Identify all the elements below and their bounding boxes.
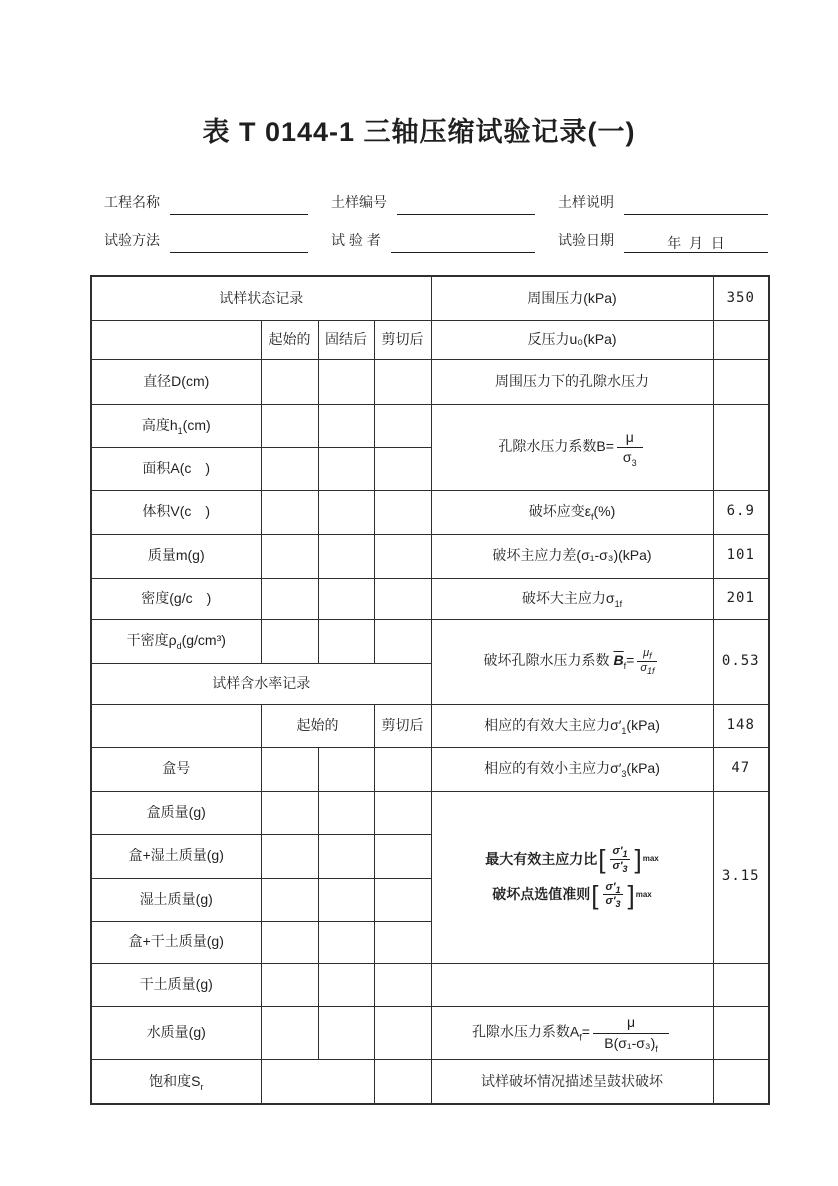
subheader-text: 剪切后 <box>381 330 424 347</box>
param-value-cell <box>713 791 769 963</box>
row-label-cell <box>91 834 261 878</box>
param-label: 反压力u₀(kPa) <box>527 330 617 347</box>
left-bracket: [ <box>591 879 599 910</box>
blank-cell <box>318 791 374 834</box>
failure-criterion-line: 破坏点选值准则 [ $\frac{\sigma'_1}{\sigma'_3}$ ] max <box>492 879 652 910</box>
left-bracket: [ <box>598 844 606 875</box>
param-label-cell <box>431 276 713 320</box>
form-field-project-name <box>104 192 308 215</box>
fraction-denominator <box>603 895 624 909</box>
section-header-cell-water <box>91 663 431 704</box>
formula-text: 最大有效主应力比 <box>485 850 598 867</box>
subheader-text: 固结后 <box>325 330 367 347</box>
den-sub: 3 <box>631 457 637 468</box>
blank-cell <box>318 447 374 490</box>
row-label: 干密度ρ <box>126 632 177 649</box>
page-title: 表 T 0144-1 三轴压缩试验记录(一) <box>202 117 636 147</box>
param-label: 周围压力(kPa) <box>527 289 617 306</box>
den-text: σ <box>622 448 632 465</box>
num-text: σ′ <box>612 845 623 857</box>
num-sub: f <box>649 651 652 662</box>
row-label-cell <box>91 490 261 534</box>
blank-cell <box>318 490 374 534</box>
fraction <box>637 647 657 676</box>
field-label: 试验方法 <box>104 232 160 248</box>
param-label-sub: 3 <box>621 769 627 780</box>
param-value-cell <box>713 578 769 619</box>
fraction-denominator <box>617 448 643 467</box>
row-label-cell <box>91 447 261 490</box>
row-label-cell <box>91 404 261 447</box>
row-label-sub: d <box>176 641 182 652</box>
param-label: 周围压力下的孔隙水压力 <box>495 372 649 389</box>
param-label-post: (kPa) <box>626 716 660 733</box>
row-label-post: (g/cm³) <box>181 632 226 649</box>
den-text: σ′ <box>605 895 616 908</box>
param-label-cell <box>431 320 713 359</box>
row-label-cell <box>91 578 261 619</box>
record-table <box>90 275 770 1105</box>
blank-cell <box>261 404 318 447</box>
field-label: 试 验 者 <box>331 232 381 248</box>
row-label: 盒+干土质量(g) <box>128 933 224 950</box>
blank-cell <box>261 578 318 619</box>
param-value: 0.53 <box>721 652 760 669</box>
row-label: 密度(g/c ) <box>141 589 212 606</box>
param-label-cell <box>431 747 713 791</box>
blank-cell <box>374 534 431 578</box>
blank-cell <box>374 878 431 921</box>
row-label: 水质量(g) <box>146 1023 206 1040</box>
param-label: 破坏主应力差(σ₁-σ₃)(kPa) <box>492 547 652 564</box>
header-form <box>104 192 768 268</box>
param-value-cell <box>713 276 769 320</box>
row-label-cell <box>91 921 261 963</box>
form-row-1 <box>104 192 768 215</box>
blank-cell <box>261 963 318 1006</box>
field-underline <box>391 233 535 253</box>
row-label: 质量m(g) <box>147 547 205 564</box>
param-value-cell <box>713 534 769 578</box>
row-label-cell <box>91 747 261 791</box>
num-sub: 1 <box>615 884 621 895</box>
blank-cell <box>318 834 374 878</box>
row-label: 湿土质量(g) <box>139 890 213 907</box>
row-label-cell <box>91 619 261 663</box>
subheader-cell <box>374 704 431 747</box>
formula-cell-b <box>431 404 713 490</box>
blank-cell <box>261 921 318 963</box>
blank-cell <box>261 834 318 878</box>
formula-cell-af <box>431 1006 713 1059</box>
param-value: 6.9 <box>726 503 755 520</box>
param-label: 试样破坏情况描述呈鼓状破坏 <box>481 1072 663 1089</box>
record-table-wrap <box>90 275 770 1105</box>
fraction-denominator <box>610 860 631 874</box>
den-text: B(σ₁-σ₃) <box>604 1034 656 1051</box>
equals-sign: = <box>626 652 635 669</box>
param-label: 相应的有效小主应力σ′ <box>484 760 622 777</box>
param-value: 350 <box>726 289 755 306</box>
field-value: 年 月 日 <box>667 235 725 251</box>
blank-cell <box>318 963 374 1006</box>
param-value-cell <box>713 404 769 490</box>
row-label: 直径D(cm) <box>143 372 210 389</box>
row-label: 盒+湿土质量(g) <box>128 847 224 864</box>
row-label-post: (cm) <box>182 416 211 433</box>
row-label-cell <box>91 791 261 834</box>
fraction-numerator <box>603 881 624 896</box>
formula-text: 孔隙水压力系数A <box>471 1023 580 1040</box>
blank-cell <box>318 534 374 578</box>
blank-cell <box>261 747 318 791</box>
blank-cell <box>91 704 261 747</box>
blank-cell <box>374 747 431 791</box>
blank-cell <box>374 490 431 534</box>
formula-sub: f <box>579 1032 582 1042</box>
param-value-cell <box>713 320 769 359</box>
row-label-cell <box>91 359 261 404</box>
blank-cell <box>318 878 374 921</box>
param-label-post: (%) <box>593 503 616 520</box>
den-sub: f <box>655 1043 658 1054</box>
field-underline <box>624 233 768 253</box>
form-field-test-date <box>558 230 768 253</box>
fraction-numerator <box>610 845 631 860</box>
den-text: σ <box>640 662 647 674</box>
section-header-cell-state <box>91 276 431 320</box>
blank-cell <box>374 619 431 663</box>
row-label-cell <box>91 1059 261 1104</box>
field-label: 土样编号 <box>331 194 387 210</box>
field-label: 试验日期 <box>558 232 614 248</box>
field-underline <box>397 195 535 215</box>
param-value: 47 <box>731 760 751 777</box>
row-label: 盒号 <box>162 760 191 777</box>
param-value: 201 <box>726 589 755 606</box>
blank-cell <box>374 1006 431 1059</box>
row-label-cell <box>91 878 261 921</box>
row-label: 干土质量(g) <box>139 975 213 992</box>
param-label-post: (kPa) <box>626 760 660 777</box>
formula-cell-bf <box>431 619 713 704</box>
fraction-numerator <box>637 647 657 662</box>
equals-sign: = <box>581 1023 590 1040</box>
param-value-cell <box>713 490 769 534</box>
param-value: 101 <box>726 547 755 564</box>
row-label: 饱和度S <box>149 1072 201 1089</box>
param-value-cell <box>713 704 769 747</box>
den-sub: 3 <box>615 899 621 910</box>
param-value-cell <box>713 963 769 1006</box>
blank-cell <box>374 834 431 878</box>
subheader-cell <box>261 320 318 359</box>
blank-cell <box>318 1006 374 1059</box>
param-label-cell <box>431 578 713 619</box>
row-label: 盒质量(g) <box>146 803 206 820</box>
formula-cell-ratio <box>431 791 713 963</box>
row-label-cell <box>91 1006 261 1059</box>
subheader-text: 起始的 <box>268 330 311 347</box>
blank-cell <box>261 359 318 404</box>
form-field-sample-number <box>331 192 535 215</box>
blank-cell <box>318 747 374 791</box>
param-label: 破坏应变ε <box>528 503 591 520</box>
subheader-text: 起始的 <box>296 716 339 733</box>
row-label: 高度h <box>141 416 178 433</box>
row-label-sub: 1 <box>177 425 183 436</box>
blank-cell <box>374 447 431 490</box>
blank-cell <box>261 619 318 663</box>
formula-text: 破坏孔隙水压力系数 <box>483 652 610 669</box>
param-label-cell <box>431 359 713 404</box>
field-underline <box>170 233 308 253</box>
subheader-cell <box>374 320 431 359</box>
param-label-cell <box>431 534 713 578</box>
num-text: μ <box>643 647 650 660</box>
row-label-cell <box>91 534 261 578</box>
param-value-cell <box>713 1006 769 1059</box>
row-label: 体积V(c ) <box>142 503 211 520</box>
blank-cell <box>374 921 431 963</box>
blank-cell <box>261 490 318 534</box>
param-label-cell <box>431 490 713 534</box>
fraction <box>603 881 624 910</box>
param-label-sub: 1 <box>621 725 627 736</box>
form-field-sample-description <box>558 192 768 215</box>
right-bracket: ] <box>634 844 642 875</box>
subheader-text: 剪切后 <box>381 716 424 733</box>
blank-cell <box>261 1059 374 1104</box>
blank-cell <box>261 534 318 578</box>
fraction <box>593 1013 669 1053</box>
formula-text: 孔隙水压力系数B= <box>498 437 614 454</box>
fraction-denominator <box>637 662 657 676</box>
param-label: 破坏大主应力σ <box>521 589 615 606</box>
param-value: 3.15 <box>721 868 760 885</box>
param-value-cell <box>713 747 769 791</box>
fraction <box>610 845 631 874</box>
den-sub: 1f <box>646 666 655 677</box>
param-label-cell <box>431 963 713 1006</box>
blank-cell <box>374 1059 431 1104</box>
field-label: 土样说明 <box>558 194 614 210</box>
blank-cell <box>318 359 374 404</box>
section-header-text: 试样状态记录 <box>219 289 304 306</box>
subheader-cell <box>318 320 374 359</box>
param-label-cell <box>431 704 713 747</box>
blank-cell <box>318 578 374 619</box>
field-label: 工程名称 <box>104 194 160 210</box>
param-label-cell <box>431 1059 713 1104</box>
row-label-cell <box>91 963 261 1006</box>
blank-cell <box>261 878 318 921</box>
blank-cell <box>374 578 431 619</box>
form-row-2 <box>104 230 768 253</box>
right-bracket: ] <box>627 879 635 910</box>
blank-cell <box>261 791 318 834</box>
field-underline <box>624 195 768 215</box>
fraction-numerator: μ <box>617 428 643 448</box>
blank-cell <box>91 320 261 359</box>
blank-cell <box>374 963 431 1006</box>
field-underline <box>170 195 308 215</box>
form-field-tester <box>331 230 535 253</box>
section-header-text: 试样含水率记录 <box>212 674 311 691</box>
param-value-cell <box>713 619 769 704</box>
param-label-sub: 1f <box>614 598 623 609</box>
fraction-numerator: μ <box>593 1013 669 1034</box>
blank-cell <box>374 359 431 404</box>
max-ratio-line: 最大有效主应力比 [ $\frac{\sigma'_1}{\sigma'_3}$ ] max <box>485 844 659 875</box>
row-label-sub: r <box>200 1081 204 1092</box>
fraction <box>617 428 643 467</box>
b-bar: $\overline{B}$ <box>613 652 624 669</box>
blank-cell <box>318 404 374 447</box>
param-label-sub: f <box>590 512 594 523</box>
num-text: σ′ <box>605 880 616 893</box>
blank-cell <box>318 921 374 963</box>
b-bar-sub: f <box>623 661 627 671</box>
form-field-test-method <box>104 230 308 253</box>
param-value-cell <box>713 359 769 404</box>
den-text: σ′ <box>612 859 623 872</box>
row-label: 面积A(c ) <box>142 459 211 476</box>
blank-cell <box>261 447 318 490</box>
num-sub: 1 <box>622 849 628 860</box>
blank-cell <box>374 791 431 834</box>
den-sub: 3 <box>622 863 628 874</box>
fraction-denominator <box>598 1034 664 1053</box>
param-label: 相应的有效大主应力σ′ <box>484 716 622 733</box>
blank-cell <box>261 1006 318 1059</box>
param-value: 148 <box>726 716 755 733</box>
param-value-cell <box>713 1059 769 1104</box>
subheader-cell <box>261 704 374 747</box>
blank-cell <box>318 619 374 663</box>
formula-text: 破坏点选值准则 <box>492 886 591 902</box>
blank-cell <box>374 404 431 447</box>
